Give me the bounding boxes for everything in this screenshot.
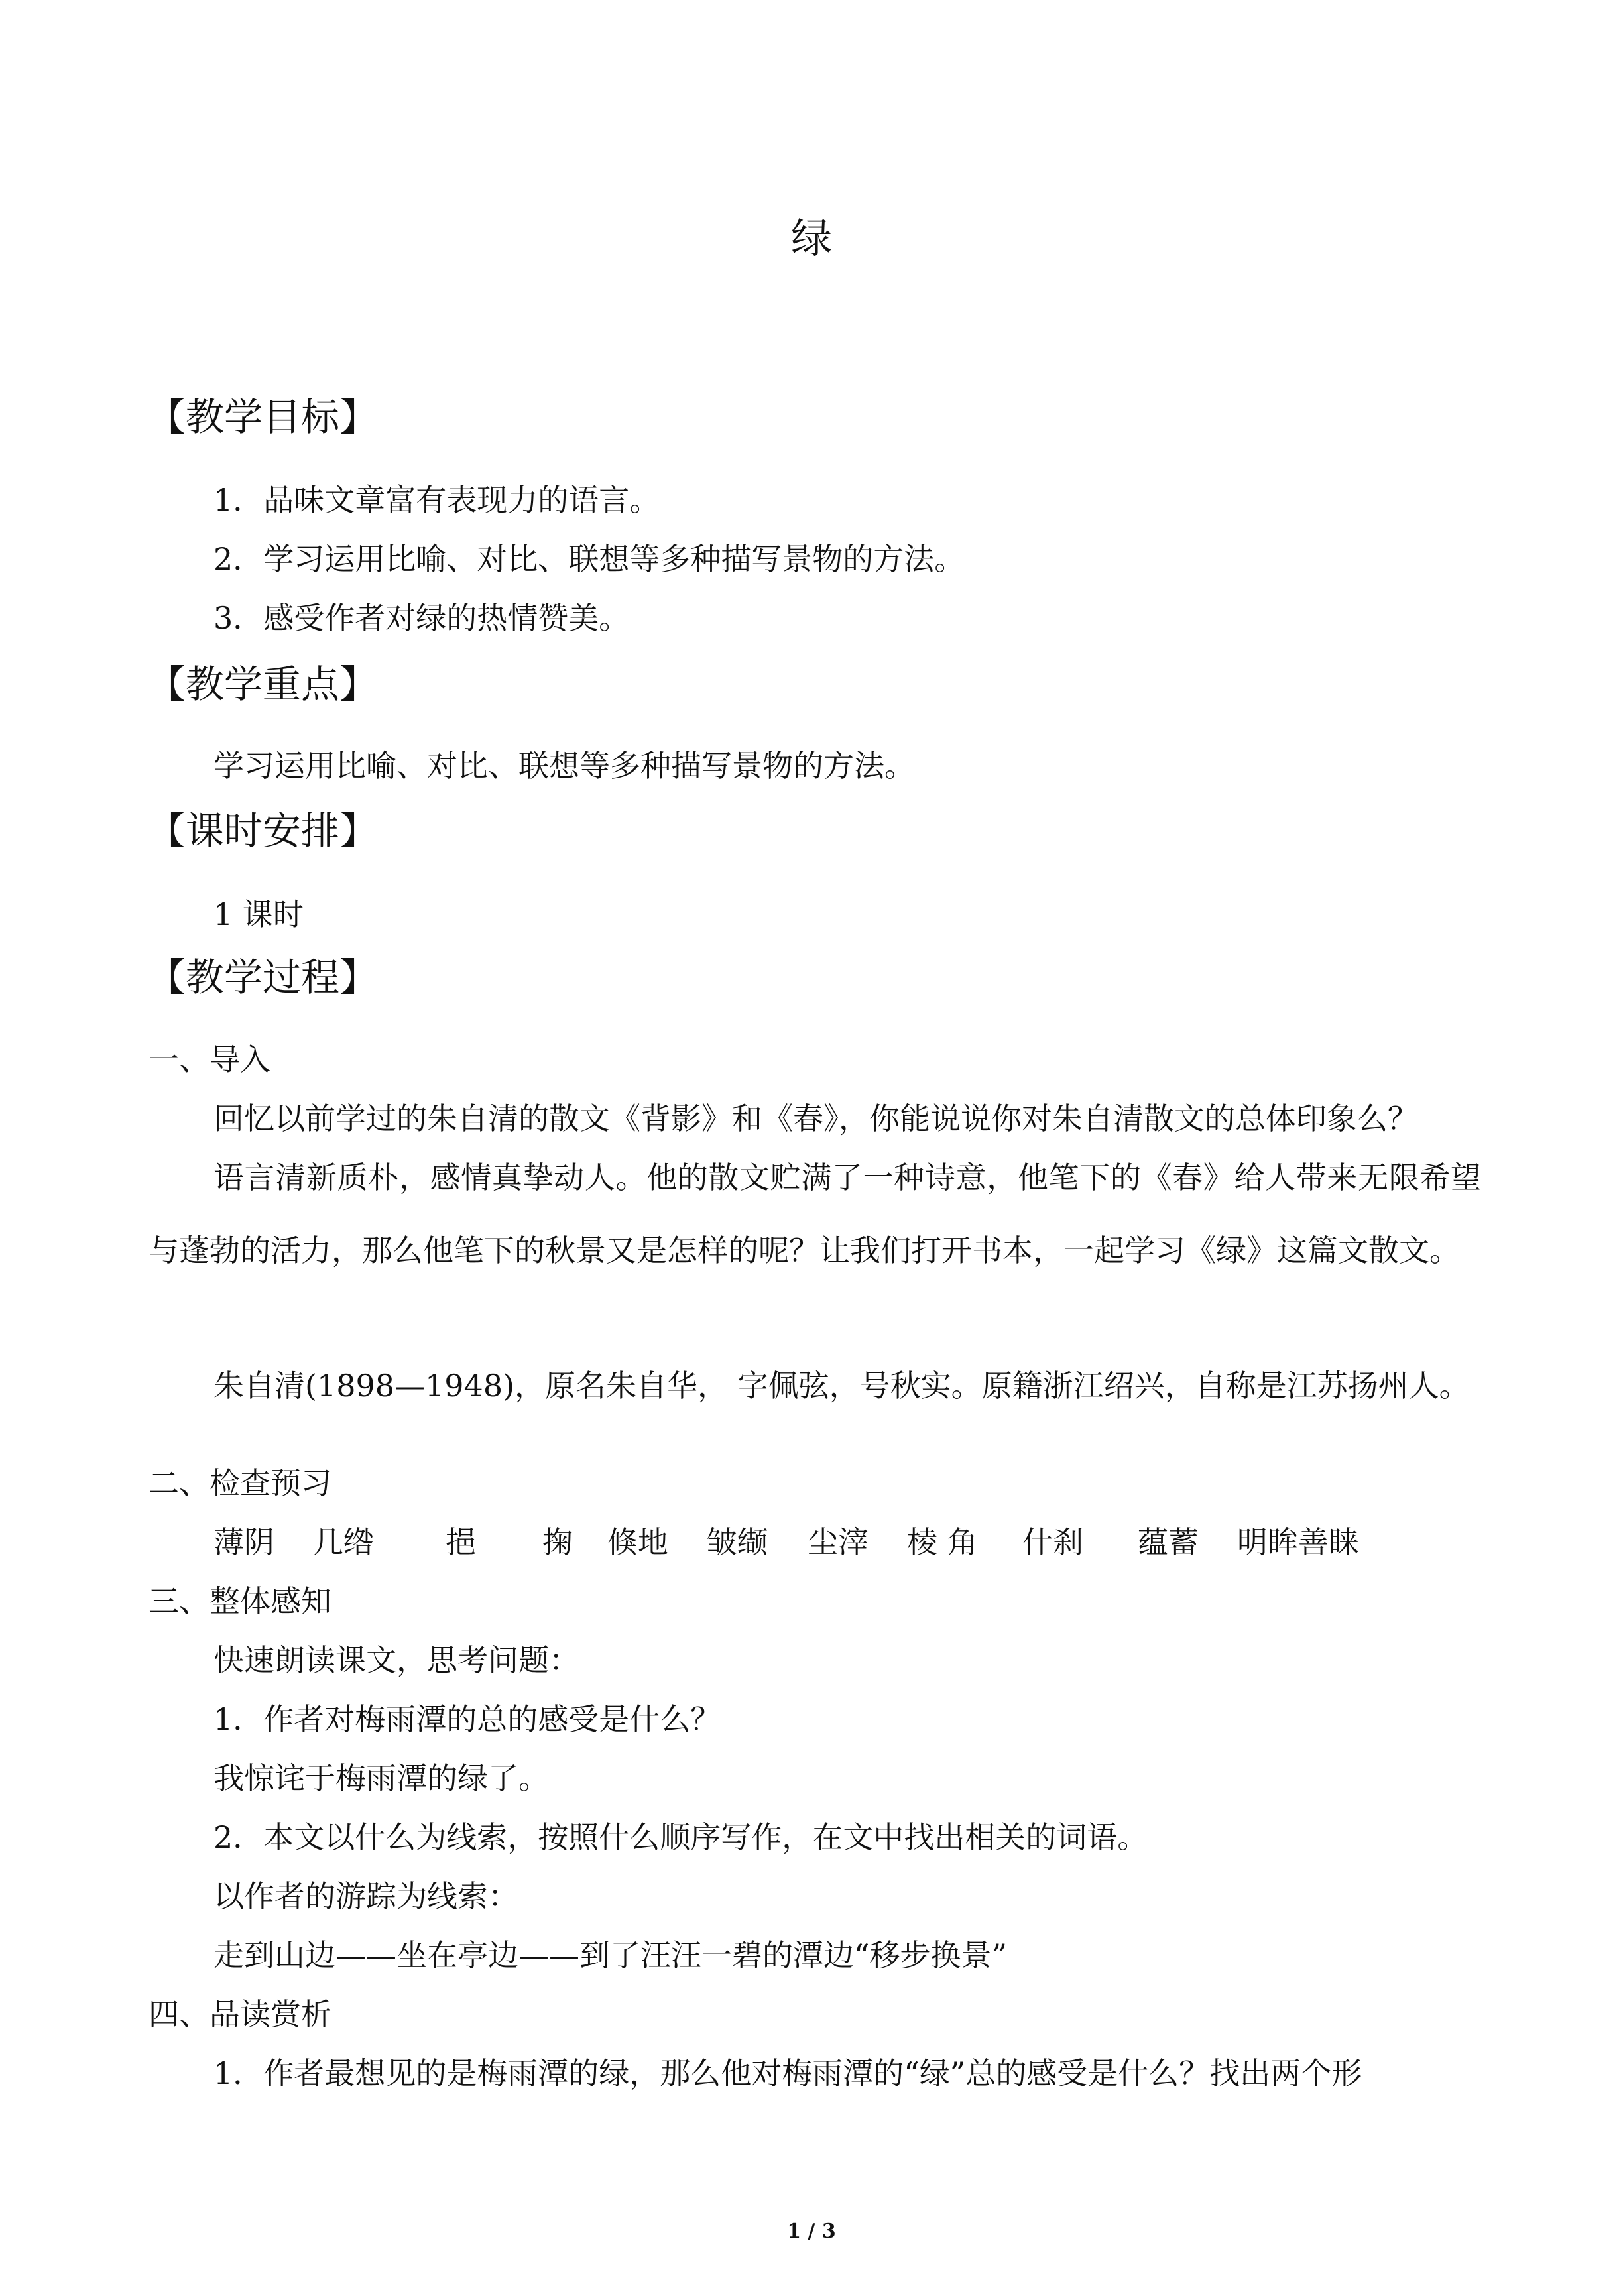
vocab-word: 倏地 <box>607 1524 668 1560</box>
vocab-word: 明眸善睐 <box>1237 1524 1359 1560</box>
overall-line: 以作者的游踪为线索： <box>213 1878 518 1914</box>
objective-item: 1．品味文章富有表现力的语言。 <box>213 482 660 518</box>
vocab-word: 棱 角 <box>907 1524 978 1560</box>
objectives-heading: 【教学目标】 <box>147 394 379 440</box>
intro-paragraph: 朱自清(1898—1948)，原名朱自华， 字佩弦，号秋实。原籍浙江绍兴，自称是江苏扬州人。 <box>213 1368 1470 1404</box>
intro-paragraph: 回忆以前学过的朱自清的散文《背影》和《春》，你能说说你对朱自清散文的总体印象么？ <box>213 1101 1418 1136</box>
section-overall-title: 三、整体感知 <box>149 1583 331 1619</box>
objective-item: 2．学习运用比喻、对比、联想等多种描写景物的方法。 <box>213 541 965 577</box>
overall-line: 我惊诧于梅雨潭的绿了。 <box>213 1760 549 1796</box>
document-title: 绿 <box>790 214 832 263</box>
analysis-line: 1．作者最想见的是梅雨潭的绿，那么他对梅雨潭的“绿”总的感受是什么？找出两个形 <box>213 2055 1362 2091</box>
vocab-word: 什刹 <box>1022 1524 1083 1560</box>
overall-line: 快速朗读课文，思考问题： <box>213 1642 579 1678</box>
vocab-word: 挹 <box>446 1524 476 1560</box>
vocab-word: 蕴蓄 <box>1138 1524 1199 1560</box>
schedule-text: 1 课时 <box>213 896 304 932</box>
focus-heading: 【教学重点】 <box>147 662 379 707</box>
process-heading: 【教学过程】 <box>147 955 379 1000</box>
intro-paragraph: 语言清新质朴，感情真挚动人。他的散文贮满了一种诗意，他笔下的《春》给人带来无限希望与蓬勃的活力，那么他笔下的秋景又是怎样的呢？让我们打开书本，一起学习《绿》这篇文散文。 <box>149 1160 1481 1268</box>
vocab-word: 薄阴 <box>213 1524 274 1560</box>
overall-line: 1．作者对梅雨潭的总的感受是什么？ <box>213 1701 721 1737</box>
vocab-word: 皱缬 <box>707 1524 768 1560</box>
overall-line: 2．本文以什么为线索，按照什么顺序写作，在文中找出相关的词语。 <box>213 1819 1148 1855</box>
vocab-word: 几绺 <box>313 1524 374 1560</box>
page-number: 1 / 3 <box>787 2220 836 2243</box>
vocab-word: 掬 <box>542 1524 573 1560</box>
schedule-heading: 【课时安排】 <box>147 808 379 853</box>
focus-text: 学习运用比喻、对比、联想等多种描写景物的方法。 <box>213 748 915 784</box>
objective-item: 3．感受作者对绿的热情赞美。 <box>213 600 630 636</box>
overall-line: 走到山边——坐在亭边——到了汪汪一碧的潭边“移步换景” <box>213 1937 1008 1973</box>
vocab-word: 尘滓 <box>808 1524 869 1560</box>
section-preview-title: 二、检查预习 <box>149 1465 331 1501</box>
section-analysis-title: 四、品读赏析 <box>149 1996 331 2032</box>
section-intro-title: 一、导入 <box>149 1042 270 1077</box>
